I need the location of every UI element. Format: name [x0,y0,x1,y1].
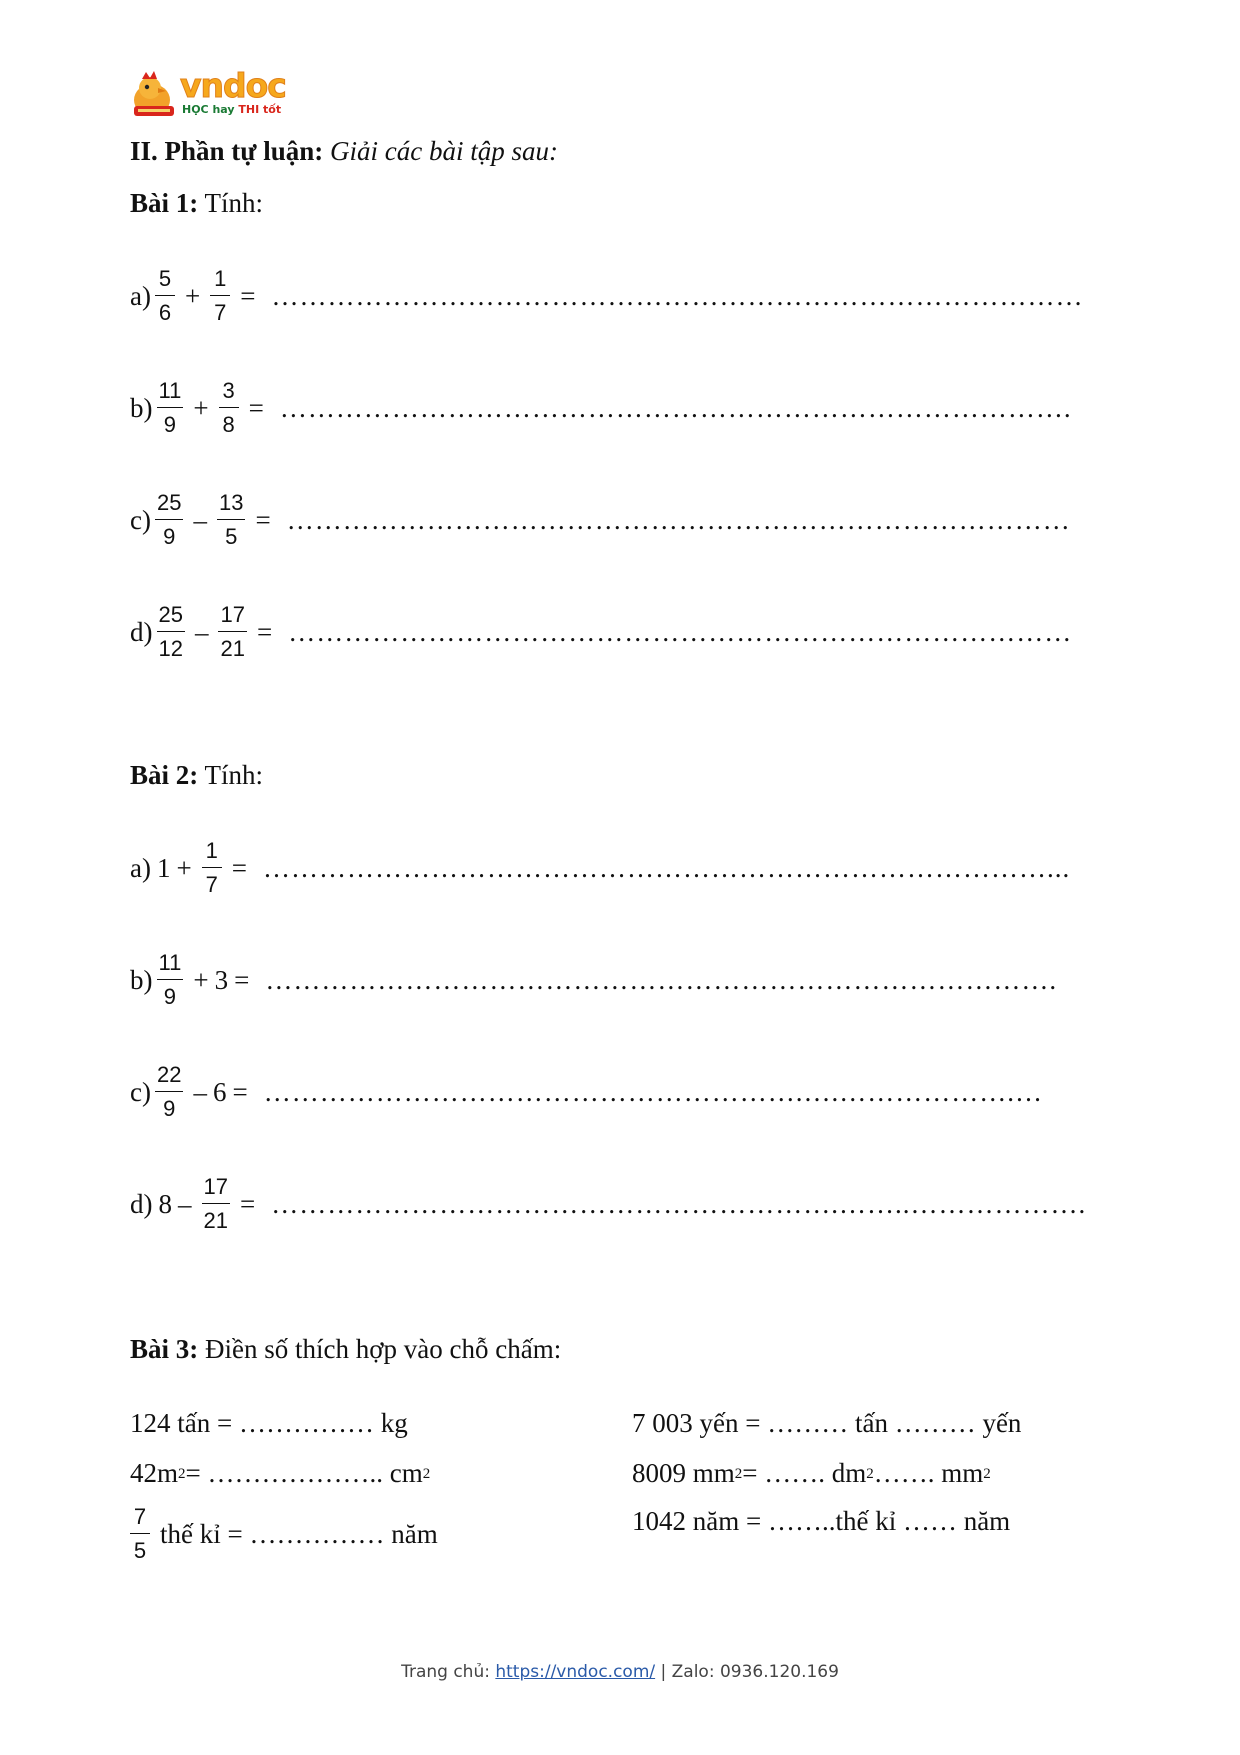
answer-blank[interactable]: …………………………………………………………………………. [279,392,1072,423]
fraction: $\frac{25}{12}$ [158,602,183,661]
fraction: $\frac{11}{9}$ [158,950,182,1009]
fraction: $\frac{25}{9}$ [156,490,182,549]
bai3-heading: Bài 3: Điền số thích hợp vào chỗ chấm: [130,1334,562,1364]
bai3-left-row2[interactable]: 42m 2 = ……………….. cm 2 [130,1458,431,1488]
bai1-item-c: c) $\frac{25}{9}$ – $\frac{13}{5}$ = ………………………………………………………………………… [130,490,1071,549]
bai1-item-d: d) $\frac{25}{12}$ – $\frac{17}{21}$ = ………………………………………………………………………… [130,602,1073,661]
section-heading [130,136,558,167]
answer-blank[interactable]: …………………………………………………………………………… [271,280,1084,311]
fraction: $\frac{22}{9}$ [156,1062,182,1121]
answer-blank[interactable]: …………………………………………………….……..………………. [271,1188,1087,1219]
bai3-right-row2[interactable]: 8009 mm 2 = ……. dm 2 ……. mm 2 [632,1458,991,1488]
fraction: $\frac{11}{9}$ [158,378,182,437]
answer-blank[interactable]: ………………………………………………….….……………….… [263,1076,1043,1107]
answer-blank[interactable]: ………………………………………………………………………… [288,616,1073,647]
fraction: $\frac{1}{7}$ [210,268,230,324]
logo-slogan: HỌC hay THI tốt [182,103,282,116]
bai1-item-a: a) $\frac{5}{6}$ + $\frac{1}{7}$ = …………………………………………………………………………… [130,266,1084,325]
bai2-item-c: c) $\frac{22}{9}$ – 6 = ………………………………………………….….……………….… [130,1062,1043,1121]
section-title: II. Phần tự luận: [130,136,324,166]
mascot-icon [128,70,180,122]
bai1-heading: Bài 1: Tính: [130,188,264,218]
vndoc-logo[interactable] [128,66,298,122]
fraction: $\frac{17}{21}$ [220,602,245,661]
logo-brand: vndoc [180,66,286,105]
bai2-item-d: d) 8 – $\frac{17}{21}$ = …………………………………………………….……..………………. [130,1174,1087,1233]
answer-blank[interactable]: …………………………………………………………………………. [265,964,1058,995]
bai2-item-a: a) 1 + $\frac{1}{7}$ = …………………………………………………………………………... [130,838,1071,897]
fraction: $\frac{7}{5}$ [130,1506,150,1562]
fraction: $\frac{13}{5}$ [218,490,244,549]
homepage-link[interactable]: https://vndoc.com/ [495,1662,656,1682]
answer-blank[interactable]: …………………………………………………………………………... [262,852,1071,883]
bai2-item-b: b) $\frac{11}{9}$ + 3 = …………………………………………………………………………. [130,950,1058,1009]
bai3-right-row3[interactable]: 1042 năm = ……..thế kỉ …… năm [632,1506,1011,1536]
bai3-left-row3[interactable]: $\frac{7}{5}$ thế kỉ = …………… năm [130,1506,438,1562]
bai3-right-row1[interactable]: 7 003 yến = ……… tấn ……… yến [632,1408,1022,1438]
bai1-item-b: b) $\frac{11}{9}$ + $\frac{3}{8}$ = …………………………………………………………………………. [130,378,1072,437]
fraction: $\frac{17}{21}$ [203,1174,228,1233]
fraction: $\frac{1}{7}$ [202,840,222,896]
fraction: $\frac{5}{6}$ [155,268,175,324]
section-subtitle: Giải các bài tập sau: [330,136,558,166]
answer-blank[interactable]: ………………………………………………………………………… [286,504,1071,535]
bai2-heading: Bài 2: Tính: [130,760,264,790]
fraction: $\frac{3}{8}$ [219,380,239,436]
bai3-left-row1[interactable]: 124 tấn = …………… kg [130,1408,408,1438]
page-footer: Trang chủ: https://vndoc.com/ | Zalo: 0936.120.169 [401,1662,839,1682]
